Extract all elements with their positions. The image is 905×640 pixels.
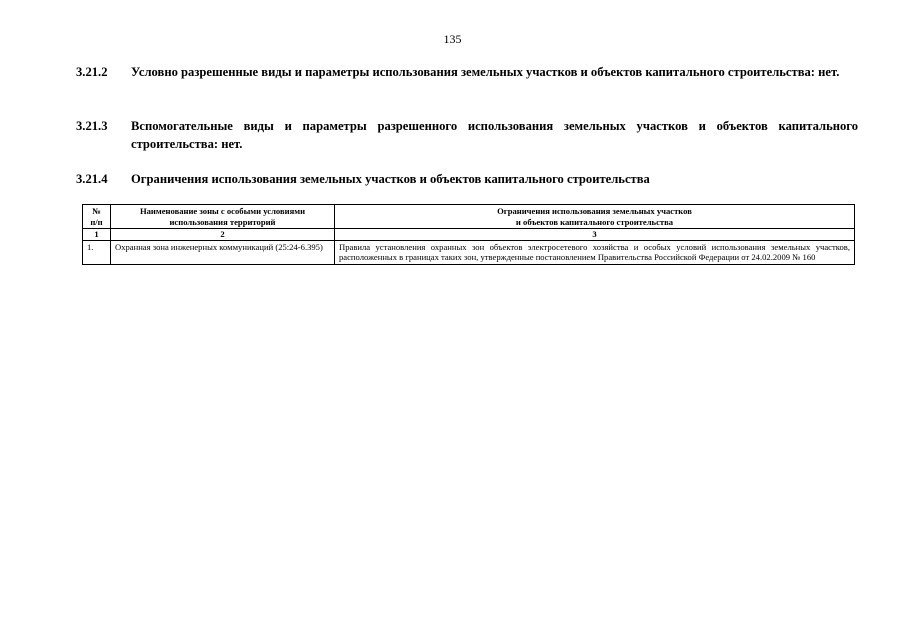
table-row (83, 240, 855, 264)
section-3-21-4 (76, 170, 858, 188)
header-zone-line2: использования территорий (169, 216, 276, 227)
restriction-text: Правила установления охранных зон объектов электросетевого хозяйства и особых условий использования земельных участков, расположенных в границах таких зон, утвержденные постановлением Правительства Российской Федерации от 24.02.2009 № 160 (335, 240, 855, 264)
section-heading: Вспомогательные виды и параметры разрешенного использования земельных участков и объектов капитального строительства: нет. (131, 119, 858, 151)
section-3-21-3 (76, 117, 858, 153)
zone-name: Охранная зона инженерных коммуникаций (25:24-6.395) (111, 240, 335, 264)
section-number: 3.21.4 (76, 172, 108, 186)
table-index-row (83, 229, 855, 241)
header-number-line2: п/п (90, 216, 103, 227)
header-number-line1: № (92, 206, 101, 216)
table-header-row (83, 205, 855, 229)
index-cell: 2 (111, 229, 335, 241)
section-3-21-2 (76, 63, 858, 81)
index-cell: 1 (83, 229, 111, 241)
header-restrictions-line1: Ограничения использования земельных участков (497, 206, 692, 216)
header-restrictions (335, 205, 855, 229)
header-restrictions-line2: и объектов капитального строительства (515, 216, 674, 227)
header-zone-line1: Наименование зоны с особыми условиями (139, 206, 306, 216)
section-heading: Ограничения использования земельных участков и объектов капитального строительства (131, 172, 650, 186)
header-number (83, 205, 111, 229)
section-number: 3.21.3 (76, 119, 108, 133)
row-number: 1. (83, 240, 111, 264)
page-number: 135 (443, 32, 462, 46)
section-number: 3.21.2 (76, 65, 108, 79)
index-cell: 3 (335, 229, 855, 241)
section-heading: Условно разрешенные виды и параметры использования земельных участков и объектов капитального строительства: нет. (131, 65, 840, 79)
header-zone-name (111, 205, 335, 229)
restrictions-table (82, 204, 855, 265)
